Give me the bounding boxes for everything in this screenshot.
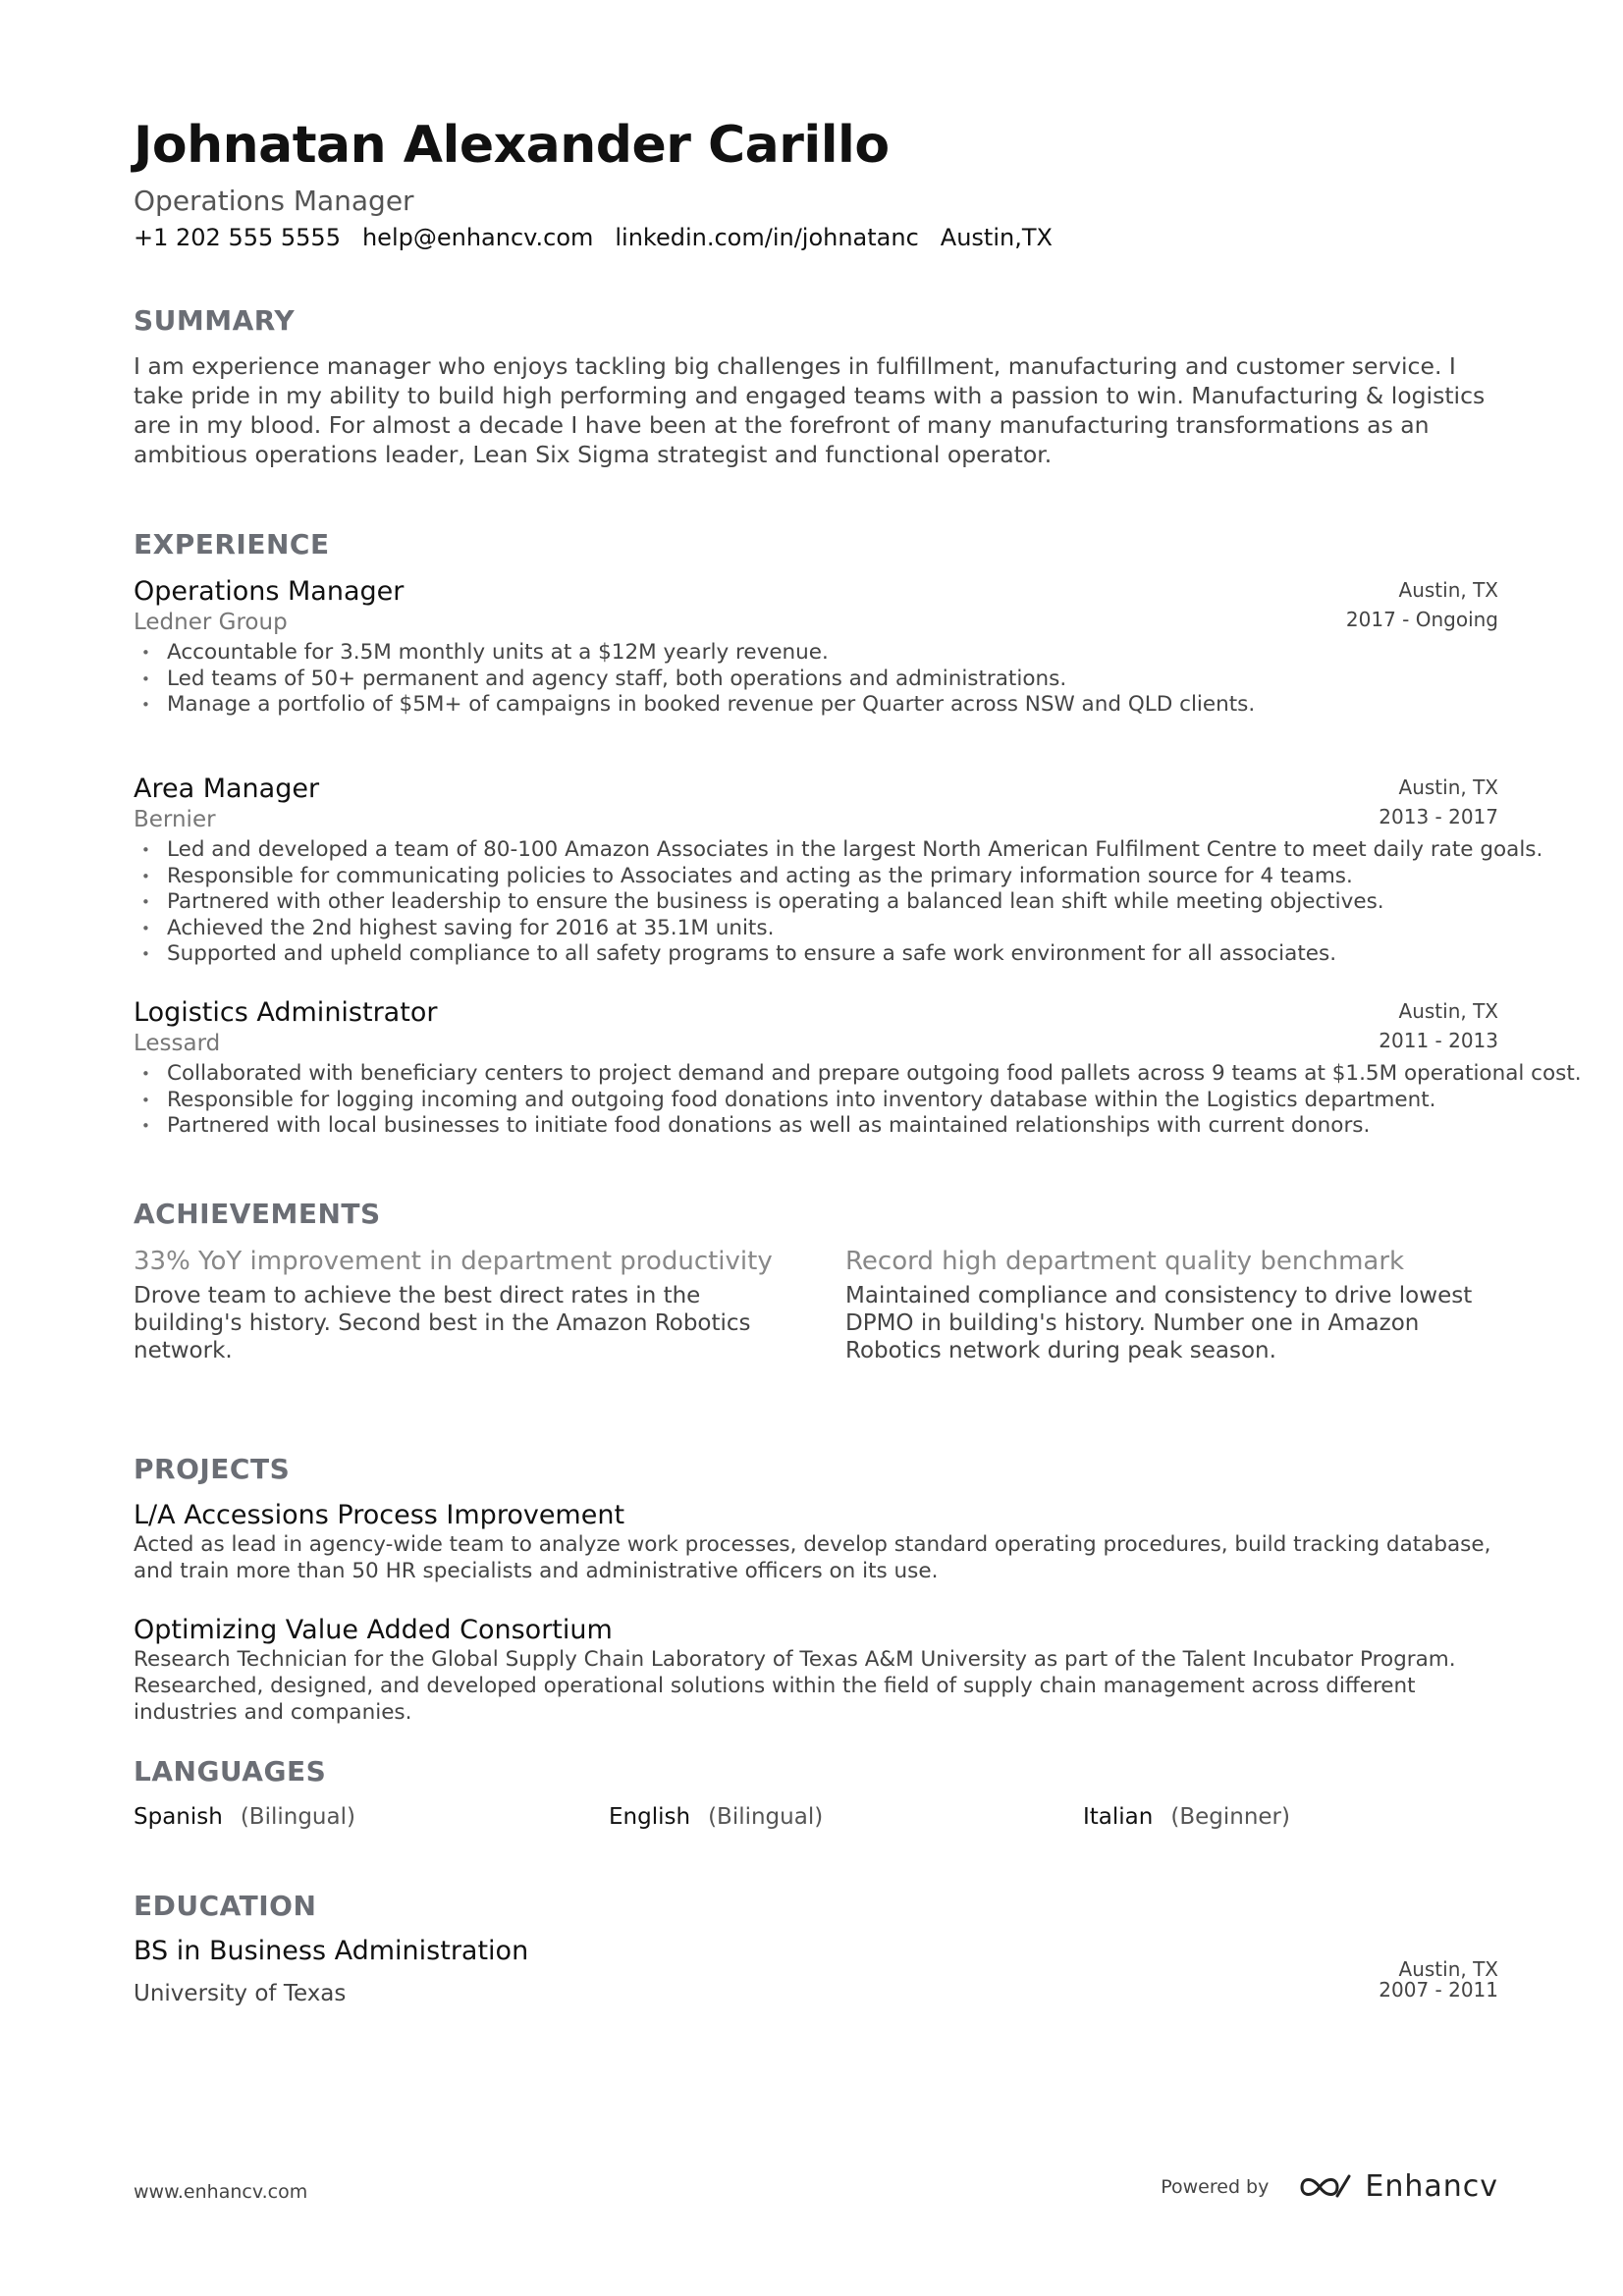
achievement-description: Drove team to achieve the best direct rates in the building's history. Second best in the Amazon Robotics network. xyxy=(134,1283,751,1363)
project-description: Acted as lead in agency-wide team to analyze work processes, develop standard operating procedures, build tracking database, and train more than 50 HR specialists and administrative officers on its use. xyxy=(134,1532,1491,1583)
bullet: • Led and developed a team of 80-100 Amazon Associates in the largest North American Fulfilment Centre to meet daily rate goals. xyxy=(134,837,1498,864)
job-location: Austin, TX xyxy=(1398,578,1498,602)
achievement-description: Maintained compliance and consistency to drive lowest DPMO in building's history. Number one in Amazon Robotics network during peak season. xyxy=(845,1283,1473,1363)
education-school: University of Texas xyxy=(134,1981,347,2006)
education-degree: BS in Business Administration xyxy=(134,1936,529,1966)
bullet: • Partnered with local businesses to initiate food donations as well as maintained relationships with current donors. xyxy=(134,1113,1498,1140)
bullet: • Manage a portfolio of $5M+ of campaigns in booked revenue per Quarter across NSW and QLD clients. xyxy=(134,692,1498,719)
job-bullets xyxy=(134,1061,1582,1140)
bullet: • Accountable for 3.5M monthly units at a $12M yearly revenue. xyxy=(134,640,1498,667)
summary-heading: SUMMARY xyxy=(134,304,296,337)
achievement-title: 33% YoY improvement in department productivity xyxy=(134,1247,773,1276)
bullet: • Responsible for logging incoming and outgoing food donations into inventory database within the Logistics department. xyxy=(134,1088,1498,1114)
job-company: Lessard xyxy=(134,1031,221,1056)
job-entry xyxy=(134,575,1498,719)
brand-name: Enhancv xyxy=(1365,2169,1498,2204)
powered-by-label: Powered by xyxy=(1161,2175,1270,2198)
experience-heading: EXPERIENCE xyxy=(134,528,330,561)
language-level: (Bilingual) xyxy=(240,1804,355,1830)
job-bullets xyxy=(134,640,1498,719)
summary-text: I am experience manager who enjoys tackling big challenges in fulfillment, manufacturing and customer service. I take pride in my ability to build high performing and engaged teams with a passion to win. Manufacturing & logistics are in my blood. For almost a decade I have been at the forefront of many manufacturing transformations as an ambitious operations leader, Lean Six Sigma strategist and functional operator. xyxy=(134,352,1486,468)
bullet: • Supported and upheld compliance to all safety programs to ensure a safe work environment for all associates. xyxy=(134,941,1498,968)
footer-url[interactable]: www.enhancv.com xyxy=(134,2181,308,2203)
language-level: (Beginner) xyxy=(1170,1804,1290,1830)
job-location: Austin, TX xyxy=(1398,999,1498,1023)
bullet: • Collaborated with beneficiary centers to project demand and prepare outgoing food pallets across 9 teams at $1.5M operational cost. xyxy=(134,1061,1498,1088)
job-meta xyxy=(1379,773,1498,831)
bullet: • Partnered with other leadership to ensure the business is operating a balanced lean shift while meeting objectives. xyxy=(134,889,1498,916)
achievement-title: Record high department quality benchmark xyxy=(845,1247,1405,1276)
enhancv-logo-icon xyxy=(1298,2172,1353,2202)
job-bullets xyxy=(134,837,1543,968)
job-title: Operations Manager xyxy=(134,576,405,607)
job-dates: 2013 - 2017 xyxy=(1379,805,1498,828)
languages-heading: LANGUAGES xyxy=(134,1755,327,1788)
education-meta xyxy=(1379,1959,1498,2001)
powered-by[interactable] xyxy=(1161,2169,1498,2204)
bullet: • Achieved the 2nd highest saving for 2016 at 35.1M units. xyxy=(134,916,1498,942)
language-name: English xyxy=(609,1804,691,1830)
job-meta xyxy=(1346,575,1498,634)
language-name: Italian xyxy=(1083,1804,1154,1830)
achievement-item xyxy=(134,1245,801,1364)
bullet: • Led teams of 50+ permanent and agency staff, both operations and administrations. xyxy=(134,667,1498,693)
job-title: Logistics Administrator xyxy=(134,997,438,1028)
projects-heading: PROJECTS xyxy=(134,1453,291,1485)
education-heading: EDUCATION xyxy=(134,1890,317,1922)
project-title: L/A Accessions Process Improvement xyxy=(134,1500,625,1530)
location: Austin,TX xyxy=(940,224,1053,251)
email[interactable]: help@enhancv.com xyxy=(361,224,594,251)
job-company: Ledner Group xyxy=(134,610,288,635)
project-item xyxy=(134,1500,1498,1584)
linkedin[interactable]: linkedin.com/in/johnatanc xyxy=(615,224,919,251)
bullet: • Responsible for communicating policies to Associates and acting as the primary information source for 4 teams. xyxy=(134,864,1498,890)
job-title: Area Manager xyxy=(134,774,320,804)
education-dates: 2007 - 2011 xyxy=(1379,1978,1498,2002)
job-company: Bernier xyxy=(134,807,216,832)
job-meta xyxy=(1379,996,1498,1055)
project-item xyxy=(134,1615,1498,1726)
brand-logo xyxy=(1298,2169,1498,2204)
job-location: Austin, TX xyxy=(1398,775,1498,799)
project-title: Optimizing Value Added Consortium xyxy=(134,1615,613,1645)
language-name: Spanish xyxy=(134,1804,223,1830)
contact-row xyxy=(134,224,1053,251)
phone: +1 202 555 5555 xyxy=(134,224,341,251)
language-item xyxy=(609,1804,823,1830)
language-item xyxy=(1083,1804,1290,1830)
achievements-heading: ACHIEVEMENTS xyxy=(134,1198,381,1230)
project-description: Research Technician for the Global Supply Chain Laboratory of Texas A&M University as part of the Talent Incubator Program. Researched, designed, and developed operational solutions within the field of supply chain management across different industries and companies. xyxy=(134,1647,1456,1725)
job-dates: 2011 - 2013 xyxy=(1379,1029,1498,1052)
candidate-role: Operations Manager xyxy=(134,185,414,217)
language-level: (Bilingual) xyxy=(708,1804,824,1830)
language-item xyxy=(134,1804,355,1830)
job-entry xyxy=(134,773,1543,968)
achievement-item xyxy=(845,1245,1498,1364)
education-location: Austin, TX xyxy=(1398,1957,1498,1981)
job-entry xyxy=(134,996,1582,1140)
resume-page xyxy=(134,0,1582,2296)
job-dates: 2017 - Ongoing xyxy=(1345,608,1498,631)
candidate-name: Johnatan Alexander Carillo xyxy=(134,116,890,175)
